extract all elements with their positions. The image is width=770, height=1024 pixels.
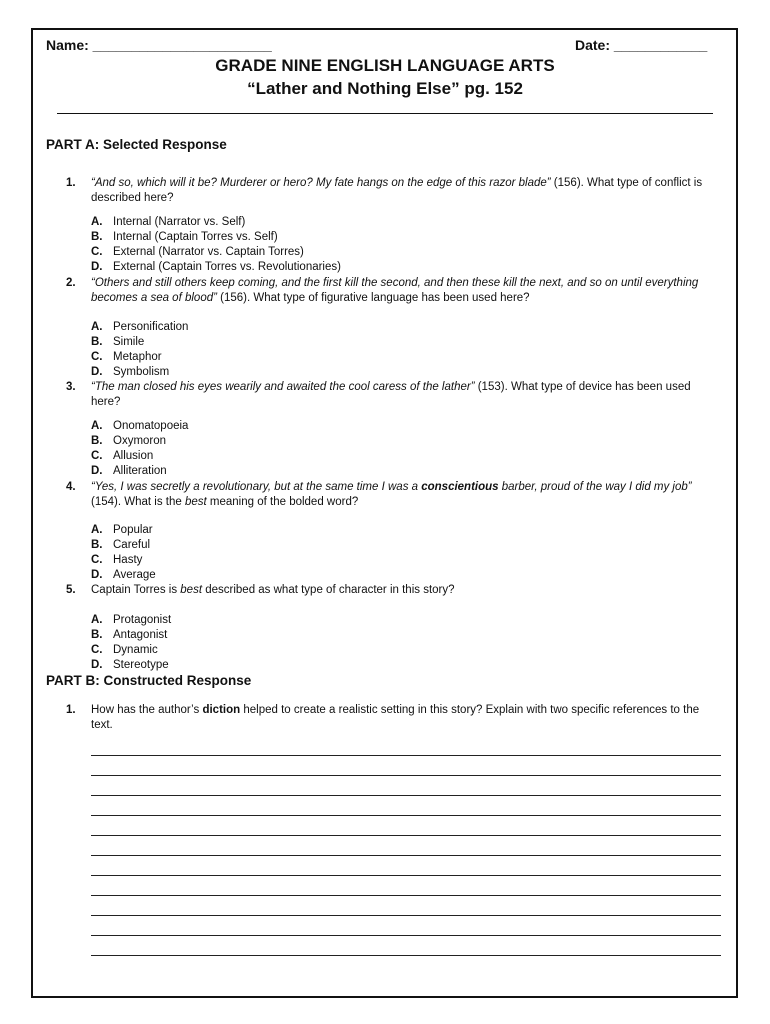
option-letter: A. [91, 524, 103, 536]
option-3c[interactable] [91, 449, 153, 464]
option-letter: C. [91, 246, 103, 258]
option-letter: C. [91, 351, 103, 363]
question-prompt: (156). What type of conflict is described here? [91, 177, 703, 204]
question-text [91, 480, 721, 510]
option-text: Popular [113, 524, 153, 536]
answer-line[interactable] [91, 935, 721, 936]
option-letter: C. [91, 450, 103, 462]
question-number: 1. [66, 177, 76, 189]
answer-line[interactable] [91, 895, 721, 896]
option-1c[interactable] [91, 245, 304, 260]
option-text: Careful [113, 539, 151, 551]
title-divider [57, 113, 713, 114]
option-text: Stereotype [113, 659, 169, 671]
question-quote [91, 481, 692, 493]
question-quote: “And so, which will it be? Murderer or hero? My fate hangs on the edge of this razor blade” [91, 177, 551, 189]
question-prompt: (153). What type of device has been used here? [91, 381, 691, 408]
option-text: Average [113, 569, 156, 581]
option-1b[interactable] [91, 230, 278, 245]
question-number: 4. [66, 481, 76, 493]
option-text: Symbolism [113, 366, 170, 378]
question-prompt: How has the author’s [91, 704, 203, 716]
option-5b[interactable] [91, 628, 167, 643]
question-number: 1. [66, 704, 76, 716]
option-text: Antagonist [113, 629, 168, 641]
option-3d[interactable] [91, 464, 167, 479]
question-text [91, 583, 721, 598]
option-text: External (Narrator vs. Captain Torres) [113, 246, 304, 258]
option-1d[interactable] [91, 260, 341, 275]
answer-line[interactable] [91, 795, 721, 796]
page-border [31, 28, 738, 998]
option-letter: D. [91, 366, 103, 378]
option-text: Onomatopoeia [113, 420, 189, 432]
option-letter: D. [91, 659, 103, 671]
option-letter: B. [91, 629, 103, 641]
option-letter: A. [91, 321, 103, 333]
option-letter: B. [91, 336, 103, 348]
option-letter: D. [91, 569, 103, 581]
option-text: External (Captain Torres vs. Revolutionaries) [113, 261, 341, 273]
quote-part: barber, proud of the way I did my job” [498, 481, 692, 493]
part-a-heading: PART A: Selected Response [46, 137, 227, 152]
option-letter: D. [91, 261, 103, 273]
option-text: Allusion [113, 450, 154, 462]
page-title: GRADE NINE ENGLISH LANGUAGE ARTS [215, 56, 555, 75]
option-text: Alliteration [113, 465, 167, 477]
question-text [91, 276, 721, 306]
option-letter: A. [91, 216, 103, 228]
part-b-heading: PART B: Constructed Response [46, 673, 252, 688]
answer-line[interactable] [91, 875, 721, 876]
option-1a[interactable] [91, 215, 245, 230]
question-prompt: described as what type of character in this story? [202, 584, 455, 596]
option-text: Oxymoron [113, 435, 167, 447]
option-text: Dynamic [113, 644, 158, 656]
option-letter: A. [91, 614, 103, 626]
option-4d[interactable] [91, 568, 156, 583]
question-prompt: (156). What type of figurative language has been used here? [216, 292, 530, 304]
option-letter: A. [91, 420, 103, 432]
option-text: Hasty [113, 554, 143, 566]
option-text: Simile [113, 336, 145, 348]
question-prompt: helped to create a realistic setting in this story? Explain with two specific references to the text. [91, 704, 700, 731]
question-text [91, 176, 721, 206]
date-field[interactable]: Date: ____________ [575, 37, 708, 53]
option-text: Metaphor [113, 351, 162, 363]
question-text [91, 703, 721, 733]
option-letter: B. [91, 231, 103, 243]
answer-line[interactable] [91, 855, 721, 856]
question-quote: “Others and still others keep coming, and the first kill the second, and then these kill the next, and so on until everything becomes a sea of blood” [91, 277, 699, 304]
option-4c[interactable] [91, 553, 142, 568]
question-quote: “The man closed his eyes wearily and awaited the cool caress of the lather” [91, 381, 475, 393]
question-prompt: meaning of the bolded word? [206, 496, 359, 508]
option-text: Protagonist [113, 614, 172, 626]
question-number: 5. [66, 584, 76, 596]
option-2c[interactable] [91, 350, 162, 365]
option-4a[interactable] [91, 523, 153, 538]
answer-line[interactable] [91, 835, 721, 836]
option-letter: B. [91, 539, 103, 551]
answer-line[interactable] [91, 915, 721, 916]
option-2d[interactable] [91, 365, 169, 380]
answer-line[interactable] [91, 815, 721, 816]
question-prompt: (154). What is the [91, 496, 185, 508]
answer-line[interactable] [91, 775, 721, 776]
question-number: 2. [66, 277, 76, 289]
option-3b[interactable] [91, 434, 166, 449]
emphasis: best [180, 584, 203, 596]
question-text [91, 380, 721, 410]
name-field[interactable]: Name: _______________________ [46, 37, 272, 53]
answer-line[interactable] [91, 955, 721, 956]
emphasis: best [184, 496, 207, 508]
question-prompt: Captain Torres is [91, 584, 181, 596]
answer-line[interactable] [91, 755, 721, 756]
option-letter: B. [91, 435, 103, 447]
quote-part: “Yes, I was secretly a revolutionary, but at the same time I was a [91, 481, 422, 493]
option-letter: C. [91, 554, 103, 566]
option-text: Personification [113, 321, 189, 333]
option-5d[interactable] [91, 658, 169, 673]
option-text: Internal (Narrator vs. Self) [113, 216, 246, 228]
bolded-word: diction [202, 704, 241, 716]
bolded-word: conscientious [421, 481, 499, 493]
page-subtitle: “Lather and Nothing Else” pg. 152 [247, 79, 523, 98]
option-5c[interactable] [91, 643, 158, 658]
option-letter: C. [91, 644, 103, 656]
option-text: Internal (Captain Torres vs. Self) [113, 231, 278, 243]
question-number: 3. [66, 381, 76, 393]
option-4b[interactable] [91, 538, 150, 553]
option-5a[interactable] [91, 613, 171, 628]
option-3a[interactable] [91, 419, 188, 434]
option-2b[interactable] [91, 335, 144, 350]
option-2a[interactable] [91, 320, 188, 335]
option-letter: D. [91, 465, 103, 477]
